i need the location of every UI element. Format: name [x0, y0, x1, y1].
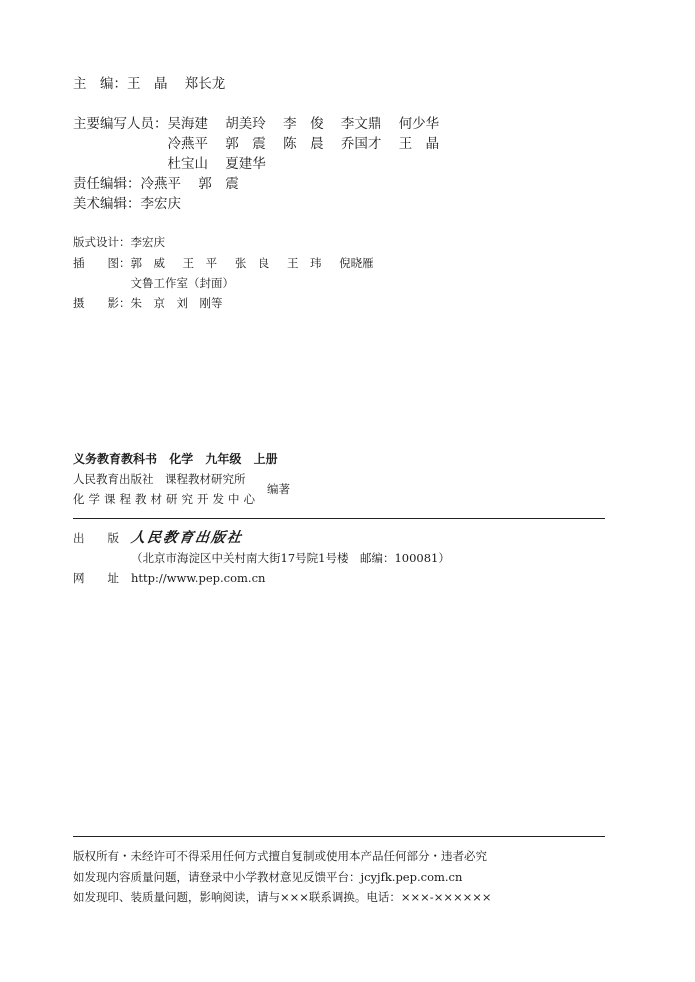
writer-name: 胡美玲 [225, 116, 266, 132]
art-editor-name: 李宏庆 [140, 196, 181, 212]
compiler-block [73, 469, 290, 509]
writers-label: 主要编写人员： [73, 116, 168, 132]
writers-block [73, 114, 439, 174]
illustrator-name: 王 玮 [286, 256, 322, 270]
divider-top [73, 518, 605, 519]
publisher-label: 出 版 [73, 531, 119, 545]
copyright-notice: 版权所有・未经许可不得采用任何方式擅自复制或使用本产品任何部分・违者必究 [73, 849, 487, 863]
responsible-editor-names [141, 174, 239, 194]
book-volume: 上册 [253, 452, 278, 466]
responsible-editor-name: 郭 震 [198, 176, 239, 192]
layout-designer-name: 李宏庆 [130, 235, 165, 249]
chief-editor-name: 王 晶 [127, 76, 168, 92]
divider-bottom [73, 836, 605, 837]
illustration-label: 插 图： [73, 256, 131, 270]
book-series: 义务教育教科书 [73, 452, 158, 466]
website-url[interactable]: http://www.pep.com.cn [131, 571, 266, 585]
writers-line [168, 154, 440, 174]
writer-name: 杜宝山 [167, 156, 208, 172]
writer-name: 王 晶 [398, 136, 440, 152]
photography-label: 摄 影： [73, 296, 131, 310]
art-editor-line [73, 194, 181, 214]
writer-name: 乔国才 [340, 136, 382, 152]
chief-editor-label: 主 编： [73, 76, 127, 92]
feedback-notice: 如发现内容质量问题，请登录中小学教材意见反馈平台：jcyjfk.pep.com.cn [73, 870, 463, 884]
compiled-label: 编著 [267, 482, 290, 496]
responsible-editor-name: 冷燕平 [140, 176, 181, 192]
chief-editor-name: 郑长龙 [184, 76, 226, 92]
illustrators-line [131, 253, 374, 273]
writer-name: 何少华 [398, 116, 440, 132]
writer-name: 陈 晨 [283, 136, 324, 152]
illustrator-name: 倪晓雁 [339, 256, 374, 270]
compiler-org-1: 人民教育出版社 课程教材研究所 [73, 472, 246, 486]
writer-name: 李文鼎 [340, 116, 382, 132]
book-title [73, 449, 278, 469]
responsible-editor-line [73, 174, 239, 194]
layout-design-label: 版式设计： [73, 235, 131, 249]
publisher-address: （北京市海淀区中关村南大街17号院1号楼 邮编：100081） [131, 551, 450, 565]
responsible-editor-label: 责任编辑： [73, 176, 141, 192]
writer-name: 冷燕平 [167, 136, 208, 152]
writers-list [168, 114, 440, 174]
illustrator-name: 张 良 [234, 256, 270, 270]
book-grade: 九年级 [205, 452, 242, 466]
website-line [73, 568, 265, 588]
photographer-names: 朱 京 刘 刚等 [130, 296, 223, 310]
writers-line [168, 114, 440, 134]
publisher-logo: 人民教育出版社 [129, 530, 245, 546]
illustration-list [131, 253, 374, 293]
art-editor-label: 美术编辑： [73, 196, 141, 212]
writer-name: 夏建华 [225, 156, 266, 172]
writer-name: 吴海建 [167, 116, 208, 132]
book-subject: 化学 [169, 452, 194, 466]
chief-editor-names [127, 74, 225, 94]
illustration-extra: 文鲁工作室（封面） [130, 276, 234, 290]
writer-name: 李 俊 [283, 116, 324, 132]
writer-name: 郭 震 [225, 136, 266, 152]
illustration-block [73, 253, 374, 293]
layout-design-line [73, 232, 165, 252]
writers-line [168, 134, 440, 154]
illustrator-name: 郭 威 [130, 256, 165, 270]
illustrator-name: 王 平 [182, 256, 218, 270]
website-label: 网 址 [73, 571, 119, 585]
photography-line [73, 293, 223, 313]
chief-editor-line [73, 74, 225, 94]
publisher-line [73, 528, 243, 548]
print-quality-notice: 如发现印、装质量问题，影响阅读，请与×××联系调换。电话：×××-×××××× [73, 890, 492, 904]
compiler-org-2: 化学课程教材研究开发中心 [73, 492, 259, 506]
